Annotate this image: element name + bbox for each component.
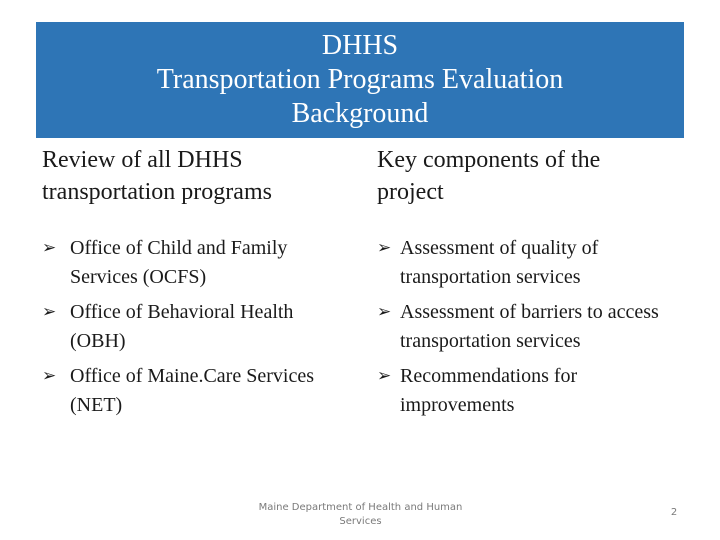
arrow-bullet-icon: ➢ — [377, 302, 392, 322]
right-column — [377, 144, 667, 426]
page-number: 2 — [670, 507, 678, 518]
list-item-text: Office of Behavioral Health (OBH) — [70, 301, 294, 352]
list-item-text: Assessment of quality of transportation services — [400, 237, 599, 288]
title-line-1: DHHS — [321, 30, 399, 61]
list-item — [42, 298, 342, 356]
title-line-2: Transportation Programs Evaluation — [156, 64, 564, 95]
list-item-text: Recommendations for improvements — [400, 365, 578, 416]
footer-text: Maine Department of Health and Human Services — [258, 502, 463, 527]
list-item-text: Office of Child and Family Services (OCFS) — [70, 237, 288, 288]
arrow-bullet-icon: ➢ — [377, 366, 392, 386]
arrow-bullet-icon: ➢ — [377, 238, 392, 258]
arrow-bullet-icon: ➢ — [42, 238, 57, 258]
list-item-text: Assessment of barriers to access transportation services — [400, 301, 659, 352]
left-column-heading: Review of all DHHS transportation programs — [42, 147, 272, 205]
list-item — [42, 234, 342, 292]
right-bullet-list — [377, 234, 667, 420]
title-line-3: Background — [291, 98, 429, 129]
list-item — [377, 298, 667, 356]
list-item — [42, 362, 342, 420]
list-item — [377, 362, 667, 420]
list-item-text: Office of Maine.Care Services (NET) — [70, 365, 314, 416]
slide-title — [36, 22, 684, 138]
arrow-bullet-icon: ➢ — [42, 302, 57, 322]
arrow-bullet-icon: ➢ — [42, 366, 57, 386]
right-column-heading: Key components of the project — [377, 147, 601, 205]
list-item — [377, 234, 667, 292]
left-column — [42, 144, 342, 426]
left-bullet-list — [42, 234, 342, 420]
